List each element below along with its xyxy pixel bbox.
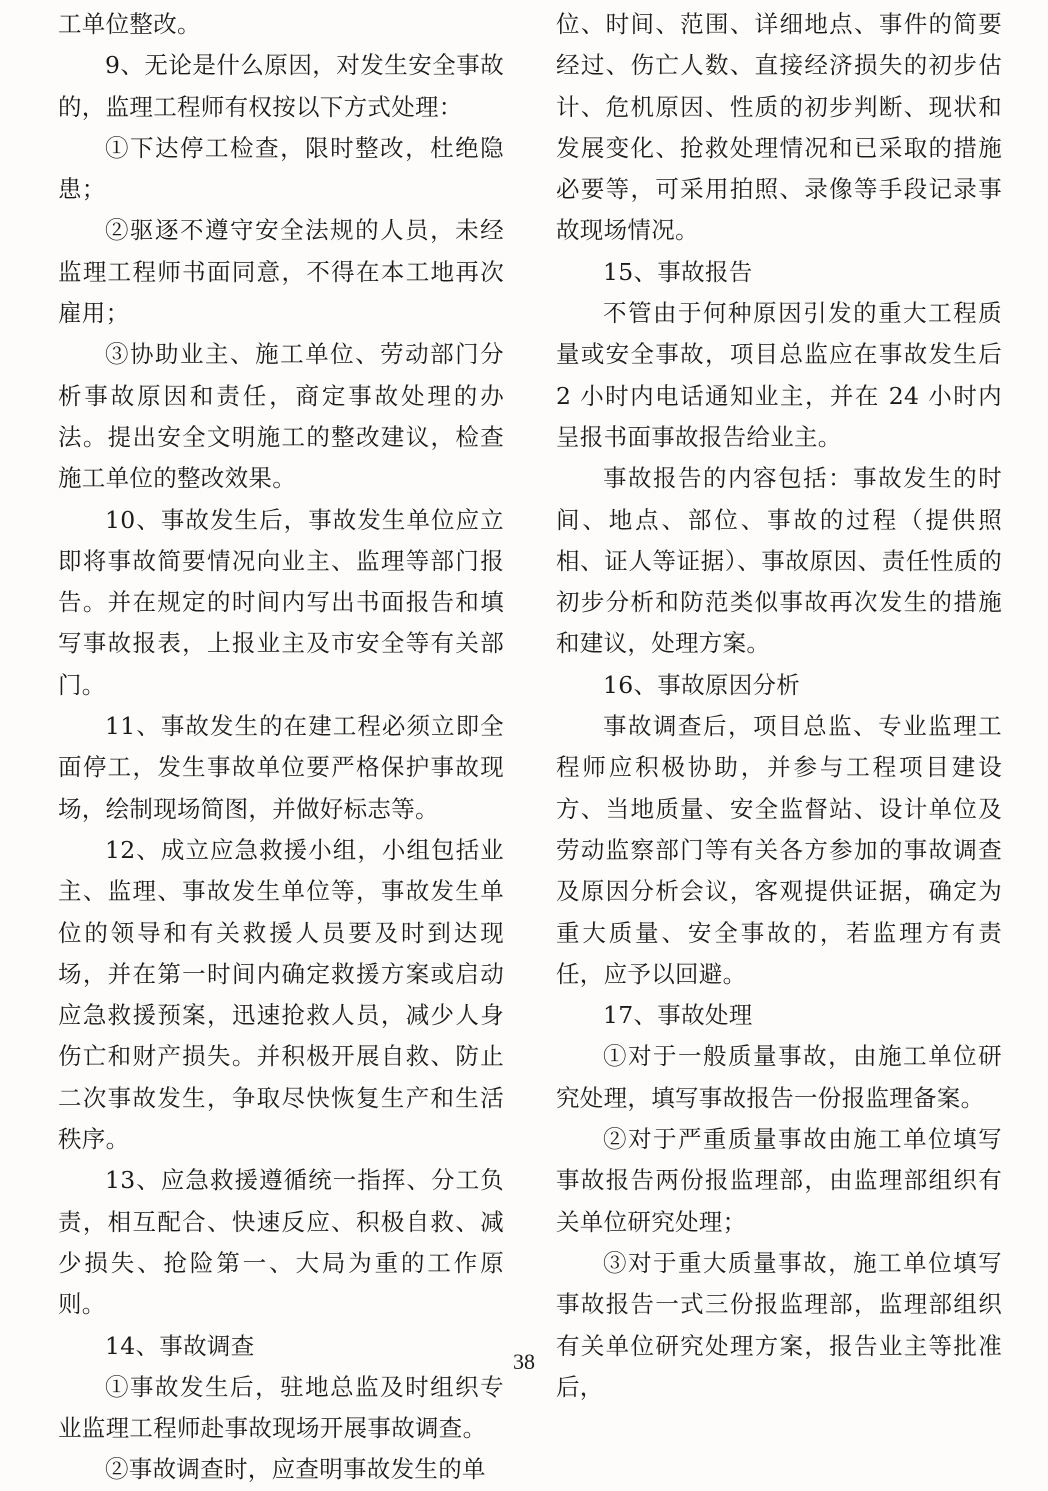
paragraph-item-10: 10、事故发生后，事故发生单位应立即将事故简要情况向业主、监理等部门报告。并在规定的时间内写出书面报告和填写事故报表，上报业主及市安全等有关部门。 xyxy=(58,505,504,699)
paragraph-item-11: 11、事故发生的在建工程必须立即全面停工，发生事故单位要严格保护事故现场，绘制现场简图，并做好标志等。 xyxy=(58,712,504,823)
page-number: 38 xyxy=(513,1349,535,1374)
paragraph-subitem-1: ①事故发生后，驻地总监及时组织专业监理工程师赴事故现场开展事故调查。 xyxy=(58,1372,504,1443)
section-heading-15: 15、事故报告 xyxy=(603,257,753,286)
paragraph-subitem-2: ②事故调查时，应查明事故发生的单 xyxy=(105,1455,486,1484)
paragraph-subitem-2: ②驱逐不遵守安全法规的人员，未经监理工程师书面同意，不得在本工地再次雇用； xyxy=(58,216,504,328)
paragraph-item-9: 9、无论是什么原因，对发生安全事故的，监理工程师有权按以下方式处理： xyxy=(58,51,504,121)
paragraph-subitem-3: ③对于重大质量事故，施工单位填写事故报告一式三份报监理部，监理部组织有关单位研究处理方案，报告业主等批准后， xyxy=(556,1248,1002,1401)
left-column xyxy=(58,4,504,1491)
section-heading-16: 16、事故原因分析 xyxy=(603,670,801,699)
paragraph-subitem-1: ①下达停工检查，限时整改，杜绝隐患； xyxy=(58,133,504,204)
section-heading-17: 17、事故处理 xyxy=(603,1001,753,1030)
paragraph-subitem-1: ①对于一般质量事故，由施工单位研究处理，填写事故报告一份报监理备案。 xyxy=(556,1042,1002,1112)
paragraph: 事故调查后，项目总监、专业监理工程师应积极协助，并参与工程项目建设方、当地质量、安全监督站、设计单位及劳动监察部门等有关各方参加的事故调查及原因分析会议，客观提供证据，确定为重大质量、安全事故的，若监理方有责任，应予以回避。 xyxy=(556,712,1002,988)
paragraph-continuation: 工单位整改。 xyxy=(58,10,201,38)
right-column xyxy=(556,4,1002,1408)
paragraph: 不管由于何种原因引发的重大工程质量或安全事故，项目总监应在事故发生后 2 小时内电话通知业主，并在 24 小时内呈报书面事故报告给业主。 xyxy=(556,299,1002,451)
paragraph-item-12: 12、成立应急救援小组，小组包括业主、监理、事故发生单位等，事故发生单位的领导和有关救援人员要及时到达现场，并在第一时间内确定救援方案或启动应急救援预案，迅速抢救人员，减少人身伤亡和财产损失。并积极开展自救、防止二次事故发生，争取尽快恢复生产和生活秩序。 xyxy=(58,835,504,1154)
paragraph-subitem-3: ③协助业主、施工单位、劳动部门分析事故原因和责任，商定事故处理的办法。提出安全文明施工的整改建议，检查施工单位的整改效果。 xyxy=(58,340,504,493)
paragraph-continuation: 位、时间、范围、详细地点、事件的简要经过、伤亡人数、直接经济损失的初步估计、危机原因、性质的初步判断、现状和发展变化、抢救处理情况和已采取的措施必要等，可采用拍照、录像等手段记录事故现场情况。 xyxy=(556,10,1002,245)
section-heading-14: 14、事故调查 xyxy=(105,1331,255,1360)
paragraph-subitem-2: ②对于严重质量事故由施工单位填写事故报告两份报监理部，由监理部组织有关单位研究处理； xyxy=(556,1125,1002,1236)
paragraph-item-13: 13、应急救援遵循统一指挥、分工负责，相互配合、快速反应、积极自救、减少损失、抢险第一、大局为重的工作原则。 xyxy=(58,1166,504,1319)
paragraph: 事故报告的内容包括：事故发生的时间、地点、部位、事故的过程（提供照相、证人等证据）、事故原因、责任性质的初步分析和防范类似事故再次发生的措施和建议，处理方案。 xyxy=(556,464,1002,658)
